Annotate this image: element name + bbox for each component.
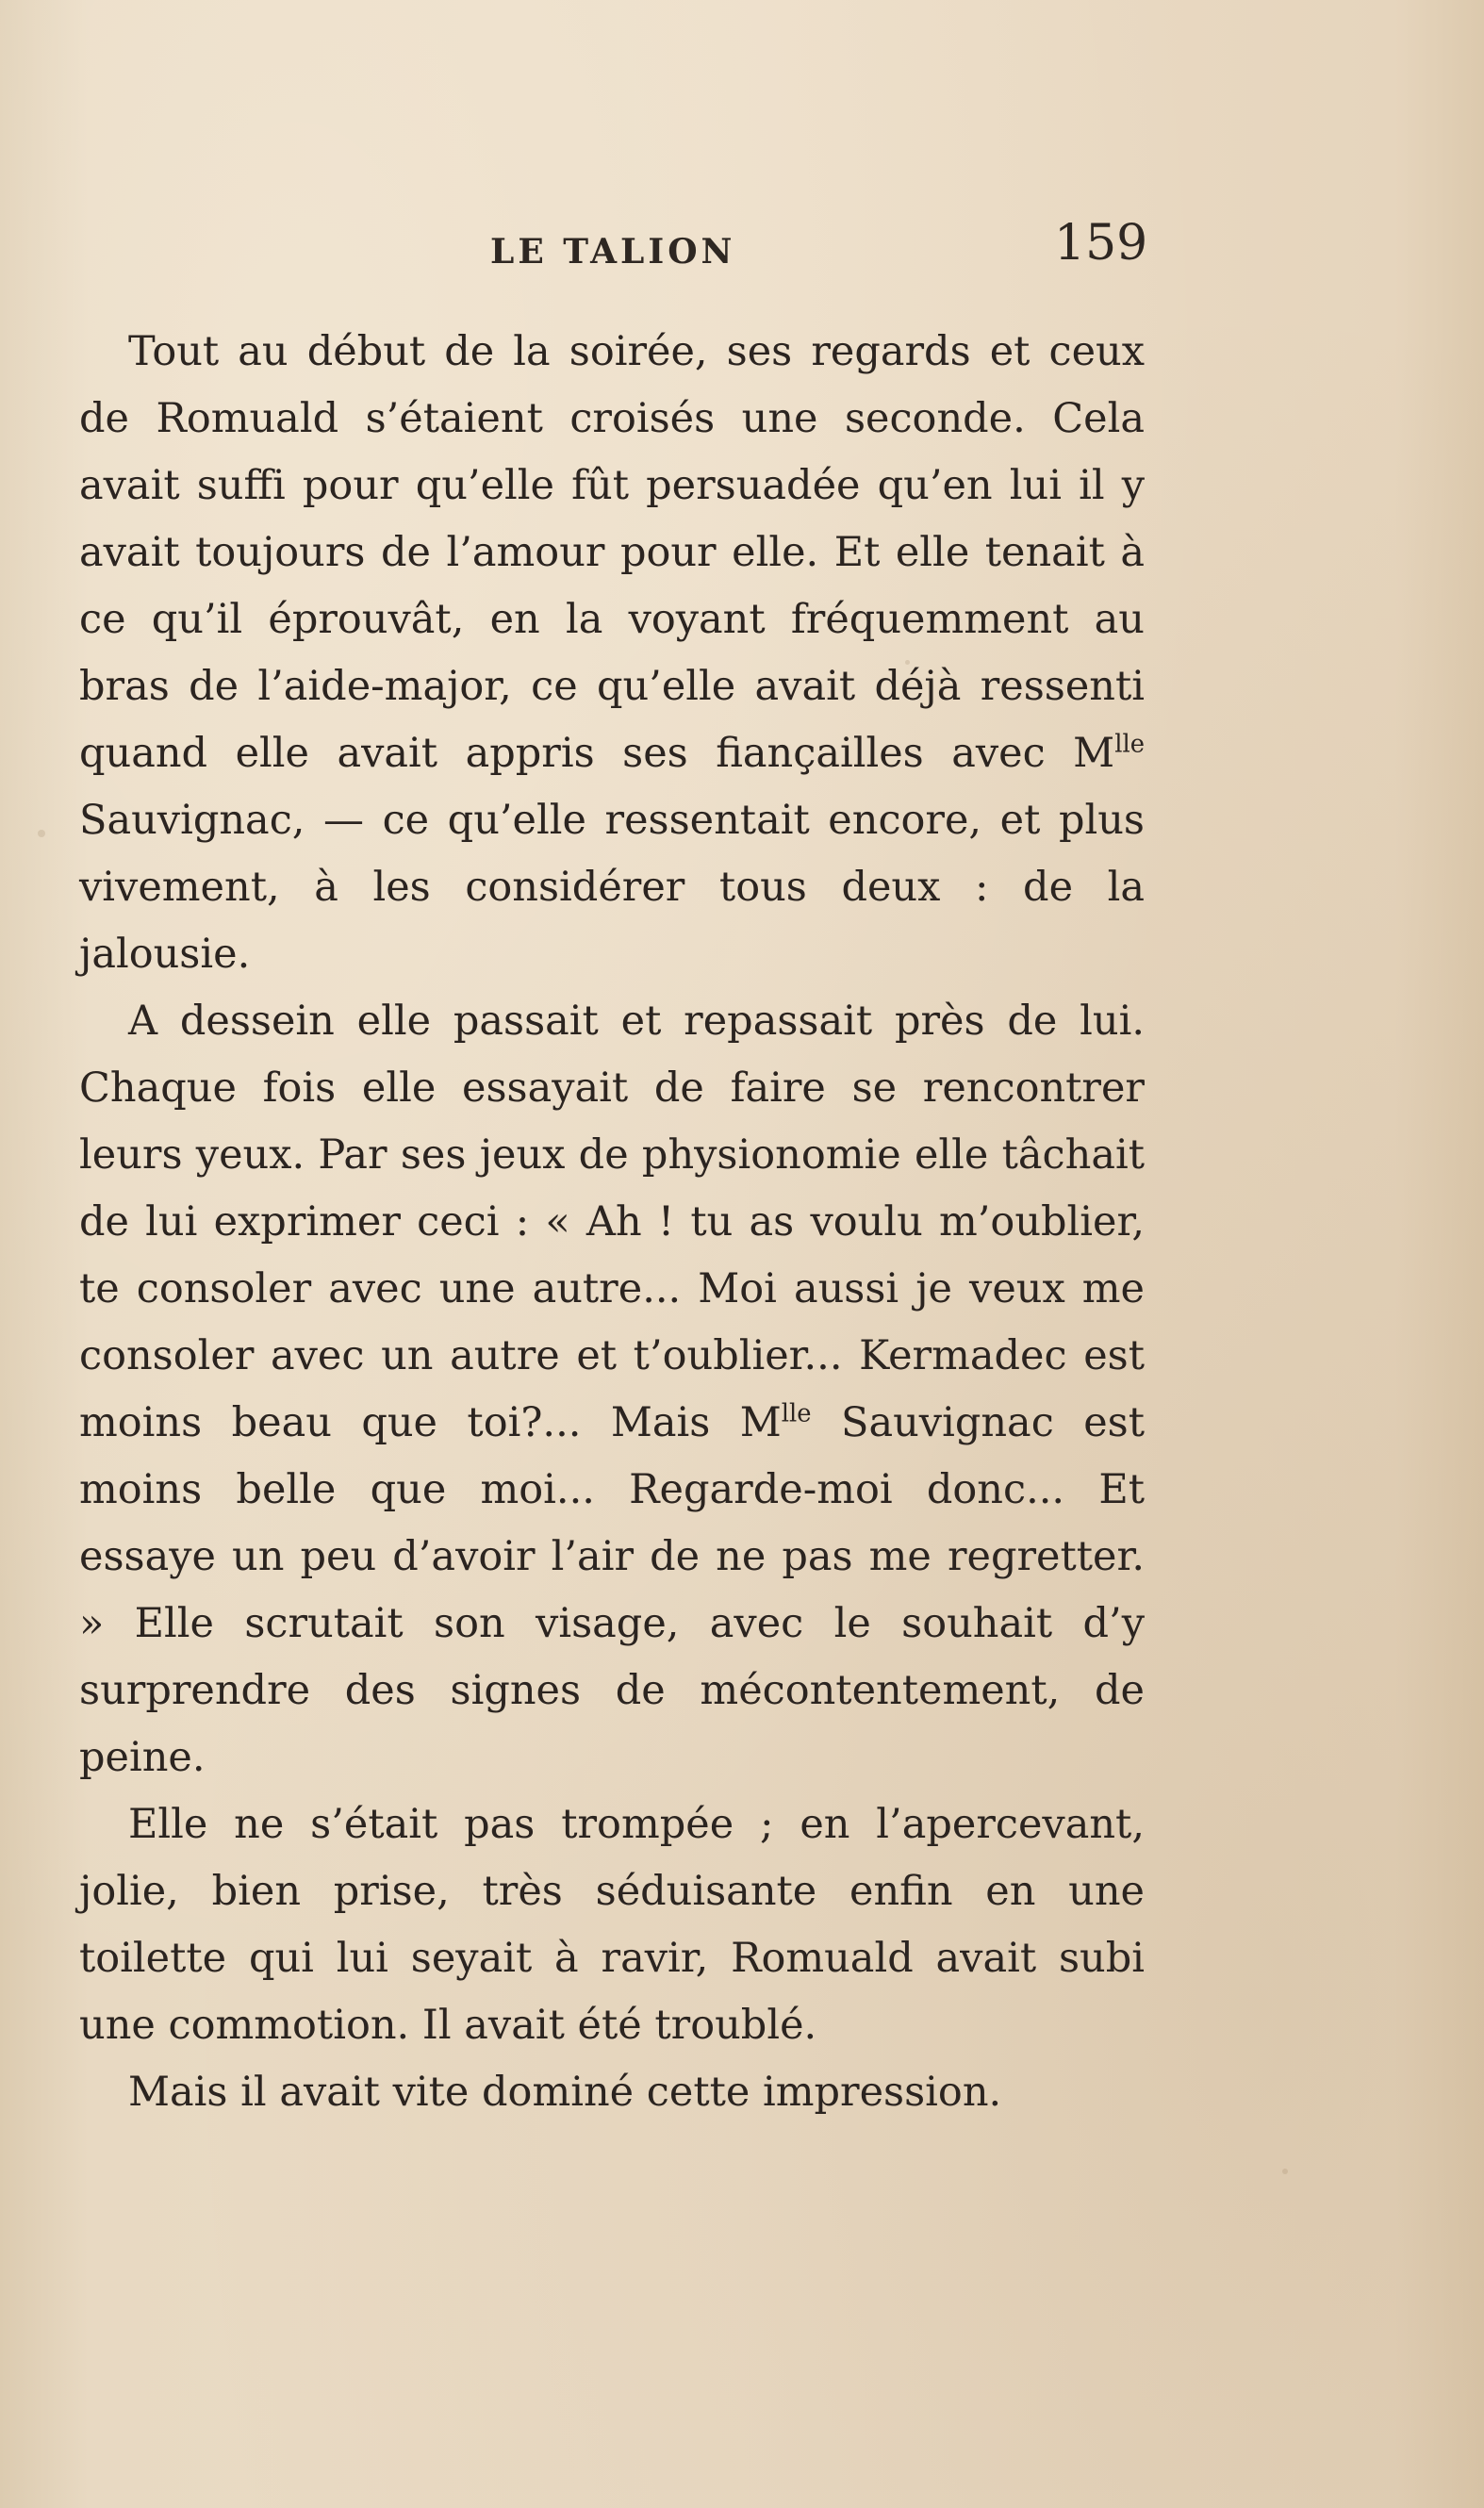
- paragraph: [79, 988, 1145, 1791]
- paragraph-text: A dessein elle passait et repassait près de lui. Chaque fois elle essayait de faire se rencontrer leurs yeux. Par ses jeux de physionomie elle tâchait de lui exprimer ceci : « Ah ! tu as voulu m’oublier, te consoler avec une autre... Moi aussi je veux me consoler avec un autre et t’oublier... Kermadec est moins beau que toi?... Mais M: [79, 998, 1145, 1446]
- page-header: [0, 215, 1484, 281]
- paragraph-text: Tout au début de la soirée, ses regards et ceux de Romuald s’étaient croisés une seconde. Cela avait suffi pour qu’elle fût persuadée qu’en lui il y avait toujours de l’amour pour elle. Et elle tenait à ce qu’il éprouvât, en la voyant fréquemment au bras de l’aide-major, ce qu’elle avait déjà ressenti quand elle avait appris ses fiançailles avec M: [79, 328, 1145, 777]
- paragraph-text: Sauvignac, — ce qu’elle ressentait encore, et plus vivement, à les considérer tous deux : de la jalousie.: [79, 797, 1145, 978]
- paper-stain: [1282, 2169, 1288, 2174]
- abbreviation-superscript: lle: [1114, 730, 1145, 759]
- body-text: [79, 319, 1145, 2126]
- paragraph-text: Sauvignac est moins belle que moi... Regarde-moi donc... Et essaye un peu d’avoir l’air de ne pas me regretter. » Elle scrutait son visage, avec le souhait d’y surprendre des signes de mécontentement, de peine.: [79, 1399, 1146, 1781]
- abbreviation-superscript: lle: [781, 1399, 812, 1428]
- page-number: 159: [1054, 215, 1148, 272]
- paper-stain: [38, 830, 45, 837]
- running-title: LE TALION: [490, 232, 736, 272]
- paragraph: Elle ne s’était pas trompée ; en l’apercevant, jolie, bien prise, très séduisante enfin en une toilette qui lui seyait à ravir, Romuald avait subi une commotion. Il avait été troublé.: [79, 1801, 1145, 2049]
- paragraph: Mais il avait vite dominé cette impression.: [128, 2069, 1002, 2116]
- paragraph: [79, 319, 1145, 988]
